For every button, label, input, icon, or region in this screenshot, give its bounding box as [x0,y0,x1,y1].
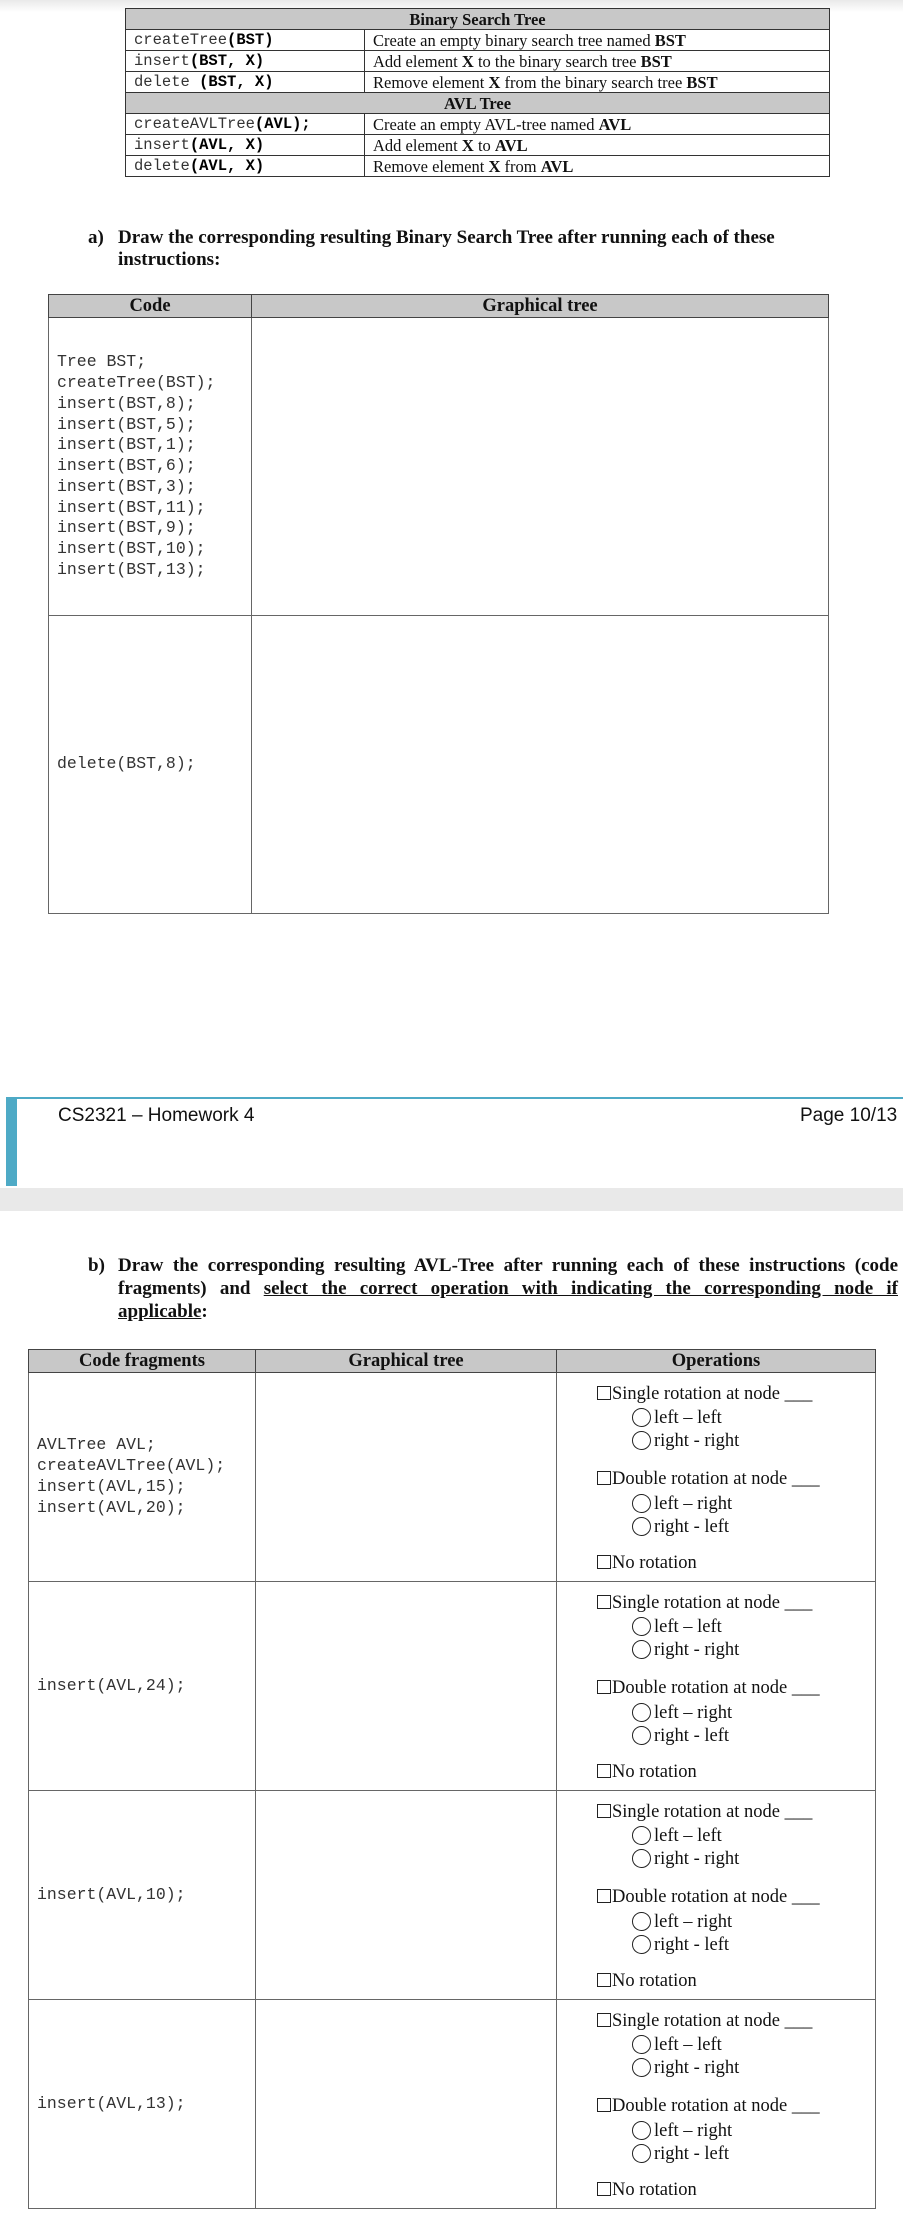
radio-button[interactable] [632,1640,651,1659]
double-rotation-option[interactable]: Double rotation at node ___ [597,1468,820,1490]
graphical-tree-answer-area[interactable] [256,1791,557,2000]
checkbox[interactable] [597,1889,611,1903]
radio-button[interactable] [632,2121,651,2140]
function-description: Create an empty binary search tree named BST [365,30,830,51]
single-rotation-option[interactable]: Single rotation at node ___ [597,2010,812,2032]
function-signature: insert(AVL, X) [126,135,365,156]
function-signature: createTree(BST) [126,30,365,51]
left-right-option[interactable]: left – right [632,1702,732,1724]
radio-button[interactable] [632,2144,651,2163]
no-rotation-option[interactable]: No rotation [597,2179,697,2201]
avl-answer-table [28,1349,876,2209]
operations-cell [557,1373,876,1582]
footer-page-number: Page 10/13 [800,1105,898,1126]
no-rotation-option[interactable]: No rotation [597,1552,697,1574]
operations-cell [557,1582,876,1791]
graphical-tree-answer-area[interactable] [252,616,829,914]
no-rotation-option[interactable]: No rotation [597,1761,697,1783]
column-header-code: Code [49,295,252,318]
table-row [29,1373,876,1582]
double-rotation-option[interactable]: Double rotation at node ___ [597,1677,820,1699]
table-row [126,51,830,72]
graphical-tree-answer-area[interactable] [256,1373,557,1582]
table-row [126,72,830,93]
code-cell [49,318,252,616]
checkbox[interactable] [597,1595,611,1609]
page-break-gap [0,1188,903,1211]
function-signature: insert(BST, X) [126,51,365,72]
right-right-option[interactable]: right - right [632,1430,739,1452]
function-description: Add element X to AVL [365,135,830,156]
table-row [126,30,830,51]
radio-button[interactable] [632,1912,651,1931]
single-rotation-option[interactable]: Single rotation at node ___ [597,1383,812,1405]
table-row [49,318,829,616]
question-text-line: instructions: [118,249,221,270]
operations-reference-table [125,8,830,177]
code-block: insert(AVL,13); [37,2093,186,2113]
operations-cell [557,2000,876,2209]
radio-button[interactable] [632,1849,651,1868]
question-text-line: Draw the corresponding resulting AVL-Tree after running each of these instructions (code [118,1255,898,1276]
function-signature: delete (BST, X) [126,72,365,93]
radio-button[interactable] [632,1517,651,1536]
single-rotation-option[interactable]: Single rotation at node ___ [597,1801,812,1823]
avl-section-header: AVL Tree [126,93,830,114]
right-right-option[interactable]: right - right [632,1848,739,1870]
checkbox[interactable] [597,1804,611,1818]
operations-choices [557,1373,875,1581]
graphical-tree-answer-area[interactable] [252,318,829,616]
code-block: AVLTree AVL; createAVLTree(AVL); insert(AVL,15); insert(AVL,20); [37,1435,226,1517]
radio-button[interactable] [632,2035,651,2054]
function-signature: createAVLTree(AVL); [126,114,365,135]
radio-button[interactable] [632,1494,651,1513]
checkbox[interactable] [597,1764,611,1778]
radio-button[interactable] [632,1431,651,1450]
question-a-heading [88,227,888,273]
code-cell [29,1582,256,1791]
operations-choices [557,1582,875,1790]
checkbox[interactable] [597,2098,611,2112]
radio-button[interactable] [632,1935,651,1954]
radio-button[interactable] [632,1617,651,1636]
function-description: Remove element X from AVL [365,156,830,177]
operations-cell [557,1791,876,2000]
function-signature: delete(AVL, X) [126,156,365,177]
radio-button[interactable] [632,1703,651,1722]
radio-button[interactable] [632,2058,651,2077]
table-row [29,1582,876,1791]
single-rotation-option[interactable]: Single rotation at node ___ [597,1592,812,1614]
right-right-option[interactable]: right - right [632,2057,739,2079]
table-row [126,114,830,135]
function-description: Create an empty AVL-tree named AVL [365,114,830,135]
radio-button[interactable] [632,1408,651,1427]
table-row [49,616,829,914]
column-header-code-fragments: Code fragments [29,1350,256,1373]
right-left-option[interactable]: right - left [632,1516,729,1538]
function-description: Add element X to the binary search tree BST [365,51,830,72]
left-right-option[interactable]: left – right [632,1493,732,1515]
column-header-graphical-tree: Graphical tree [252,295,829,318]
question-text-line: Draw the corresponding resulting Binary Search Tree after running each of these [118,227,775,248]
bst-section-header: Binary Search Tree [126,9,830,30]
right-left-option[interactable]: right - left [632,1725,729,1747]
column-header-operations: Operations [557,1350,876,1373]
graphical-tree-answer-area[interactable] [256,1582,557,1791]
code-cell [29,1791,256,2000]
checkbox[interactable] [597,2013,611,2027]
table-row [126,156,830,177]
question-text-line: applicable: [118,1301,208,1322]
checkbox[interactable] [597,1680,611,1694]
double-rotation-option[interactable]: Double rotation at node ___ [597,2095,820,2117]
operations-choices [557,1791,875,1999]
footer-rule [6,1097,903,1099]
footer-course-title: CS2321 – Homework 4 [58,1105,255,1126]
code-block: insert(AVL,10); [37,1884,186,1904]
right-left-option[interactable]: right - left [632,1934,729,1956]
checkbox[interactable] [597,1973,611,1987]
no-rotation-option[interactable]: No rotation [597,1970,697,1992]
column-header-graphical-tree: Graphical tree [256,1350,557,1373]
code-block: insert(AVL,24); [37,1675,186,1695]
code-cell [49,616,252,914]
radio-button[interactable] [632,1726,651,1745]
checkbox[interactable] [597,1471,611,1485]
left-left-option[interactable]: left – left [632,1825,722,1847]
checkbox[interactable] [597,1555,611,1569]
operations-choices [557,2000,875,2208]
code-block: delete(BST,8); [57,754,196,774]
graphical-tree-answer-area[interactable] [256,2000,557,2209]
right-left-option[interactable]: right - left [632,2143,729,2165]
table-row [29,1791,876,2000]
code-cell [29,2000,256,2209]
left-left-option[interactable]: left – left [632,1407,722,1429]
checkbox[interactable] [597,2182,611,2196]
left-right-option[interactable]: left – right [632,1911,732,1933]
footer-accent-bar [6,1098,17,1186]
code-cell [29,1373,256,1582]
double-rotation-option[interactable]: Double rotation at node ___ [597,1886,820,1908]
right-right-option[interactable]: right - right [632,1639,739,1661]
question-b-heading [88,1255,898,1325]
left-right-option[interactable]: left – right [632,2120,732,2142]
radio-button[interactable] [632,1826,651,1845]
left-left-option[interactable]: left – left [632,1616,722,1638]
code-block: Tree BST; createTree(BST); insert(BST,8); insert(BST,5); insert(BST,1); insert(BST,6); insert(BST,3); insert(BST,11); insert(BST,9); insert(BST,10); insert(BST,13); [57,352,216,580]
bst-answer-table [48,294,829,914]
checkbox[interactable] [597,1386,611,1400]
function-description: Remove element X from the binary search tree BST [365,72,830,93]
table-row [29,2000,876,2209]
question-label: a) [88,227,104,248]
question-label: b) [88,1255,105,1276]
left-left-option[interactable]: left – left [632,2034,722,2056]
table-row [126,135,830,156]
question-text-line: fragments) and select the correct operation with indicating the corresponding node if [118,1278,898,1299]
